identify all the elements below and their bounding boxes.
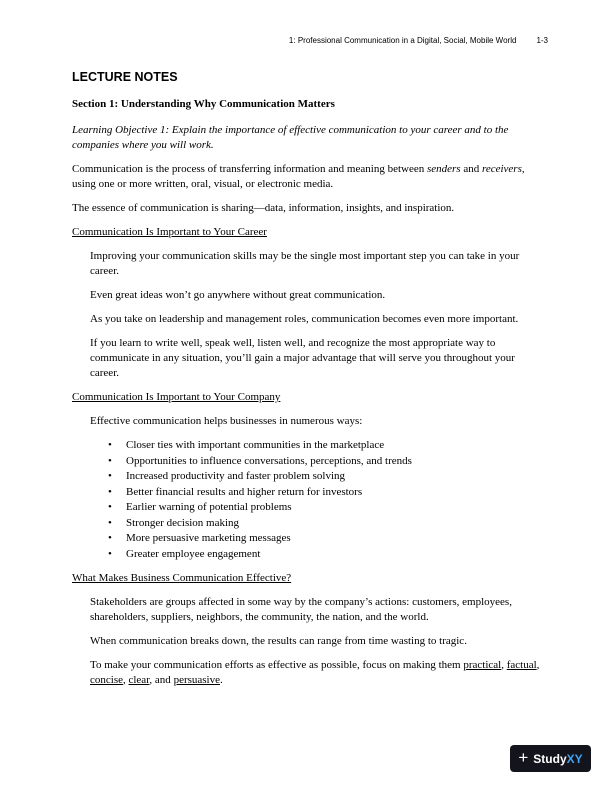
list-item: • Earlier warning of potential problems (126, 500, 540, 516)
badge-brand-study: Study (533, 751, 567, 766)
badge-brand (533, 752, 582, 766)
header-chapter: 1: Professional Communication in a Digital, Social, Mobile World (288, 36, 517, 45)
term-factual: factual (506, 659, 537, 671)
career-paragraph-4: If you learn to write well, speak well, listen well, and recognize the most appropriate way to communicate in any situation, you’ll gain a major advantage that will serve you throughout your career. (90, 337, 515, 379)
header-page-number: 1-3 (536, 36, 548, 45)
separator: , and (149, 674, 174, 686)
definition-conjunction: and (460, 163, 482, 175)
list-item: • Better financial results and higher return for investors (126, 485, 540, 501)
subheading-effective: What Makes Business Communication Effective? (72, 572, 292, 584)
list-item: • Increased productivity and faster problem solving (126, 469, 540, 485)
term-persuasive: persuasive (173, 674, 220, 686)
separator: , (536, 659, 540, 671)
term-concise: concise (90, 674, 123, 686)
list-item: • Opportunities to influence conversations, perceptions, and trends (126, 454, 540, 470)
company-intro: Effective communication helps businesses in numerous ways: (90, 415, 363, 427)
term-receivers: receivers (481, 163, 522, 175)
benefits-list (72, 438, 540, 562)
plus-icon: + (518, 748, 529, 767)
definition-text: Communication is the process of transferring information and meaning between (72, 163, 427, 175)
separator: , (501, 659, 507, 671)
subheading-company: Communication Is Important to Your Company (72, 391, 281, 403)
list-item: • Closer ties with important communities in the marketplace (126, 438, 540, 454)
learning-objective: Learning Objective 1: Explain the importance of effective communication to your career and to the companies where you will work. (72, 124, 509, 151)
essence-paragraph: The essence of communication is sharing—data, information, insights, and inspiration. (72, 202, 455, 214)
list-item: • Stronger decision making (126, 516, 540, 532)
effective-block (90, 595, 540, 688)
term-clear: clear (128, 674, 150, 686)
term-practical: practical (463, 659, 502, 671)
page-title: LECTURE NOTES (72, 70, 178, 84)
studyxy-badge[interactable] (510, 745, 591, 772)
subheading-career: Communication Is Important to Your Career (72, 226, 267, 238)
effective-paragraph-3 (90, 658, 540, 688)
body-content (72, 70, 540, 697)
career-paragraph-3: As you take on leadership and management roles, communication becomes even more important. (90, 313, 519, 325)
effective-text: To make your communication efforts as effective as possible, focus on making them (90, 659, 464, 671)
effective-paragraph-2: When communication breaks down, the results can range from time wasting to tragic. (90, 635, 467, 647)
career-block (90, 249, 540, 381)
sentence-end: . (220, 674, 223, 686)
career-paragraph-1: Improving your communication skills may be the single most important step you can take in your career. (90, 250, 520, 277)
company-block (90, 414, 540, 429)
definition-text-end: , using one or more written, oral, visual, or electronic media. (72, 163, 525, 190)
separator: , (122, 674, 129, 686)
career-paragraph-2: Even great ideas won’t go anywhere without great communication. (90, 289, 386, 301)
definition-paragraph (72, 162, 540, 192)
effective-paragraph-1: Stakeholders are groups affected in some way by the company’s actions: customers, employees, shareholders, suppliers, neighbors, the community, the nation, and the world. (90, 596, 512, 623)
section-heading: Section 1: Understanding Why Communication Matters (72, 98, 335, 110)
list-item: • More persuasive marketing messages (126, 531, 540, 547)
badge-brand-xy: XY (566, 751, 583, 766)
list-item: • Greater employee engagement (126, 547, 540, 563)
term-senders: senders (426, 163, 461, 175)
running-header (289, 36, 548, 45)
